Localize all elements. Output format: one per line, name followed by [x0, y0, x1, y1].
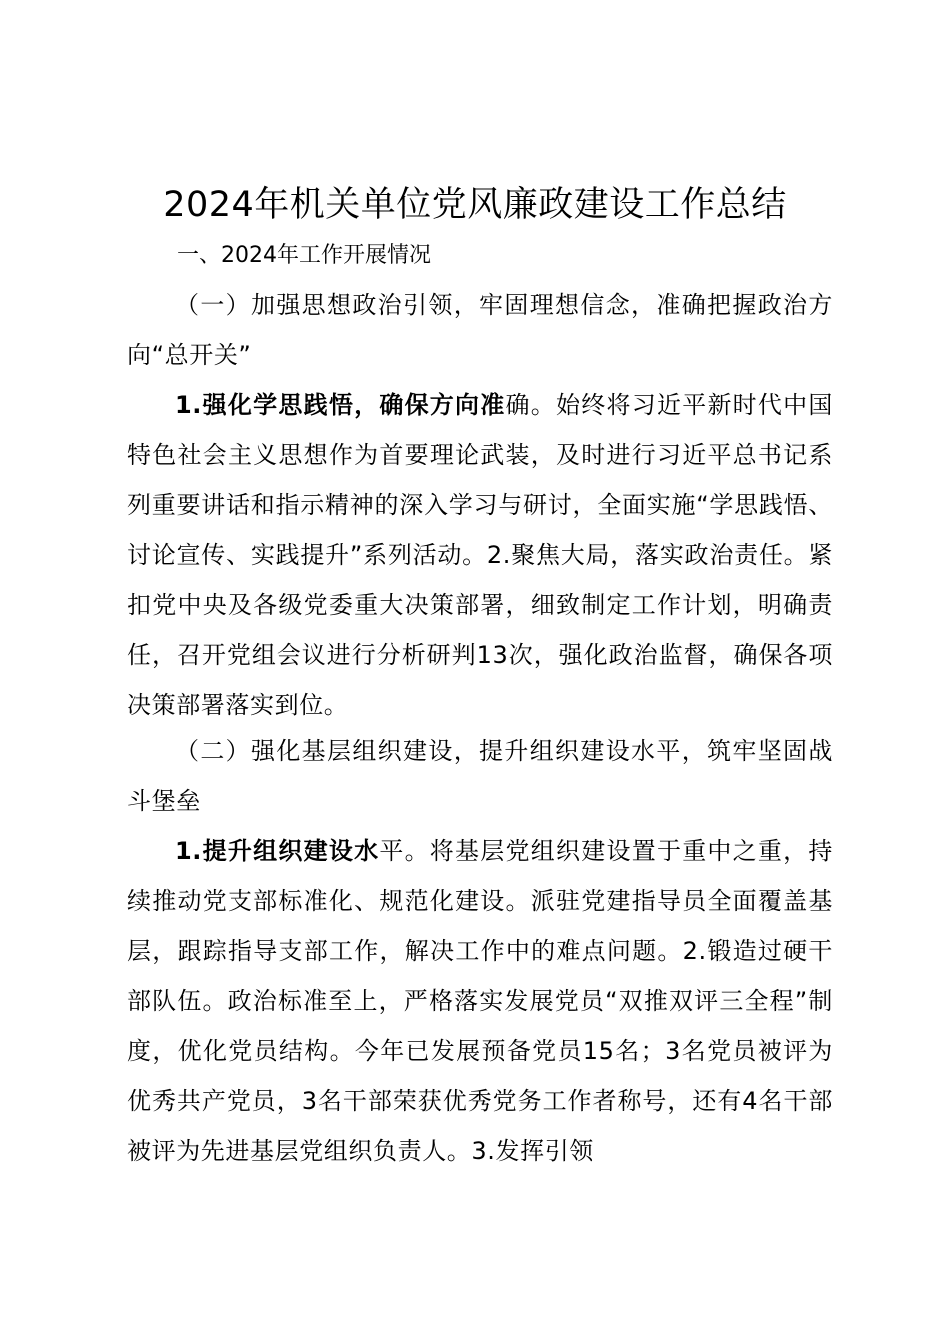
paragraph-2 — [127, 826, 833, 1176]
document-title: 2024年机关单位党风廉政建设工作总结 — [163, 185, 787, 225]
paragraph-2-lead: 1.提升组织建设水 — [175, 837, 380, 865]
subsection-heading-2: （二）强化基层组织建设，提升组织建设水平，筑牢坚固战斗堡垒 — [127, 737, 833, 815]
paragraph-2-body: 平。将基层党组织建设置于重中之重，持续推动党支部标准化、规范化建设。派驻党建指导员全面覆盖基层，跟踪指导支部工作，解决工作中的难点问题。2.锻造过硬干部队伍。政治标准至上，严格落实发展党员“双推双评三全程”制度，优化党员结构。今年已发展预备党员15名；3名党员被评为优秀共产党员，3名干部荣获优秀党务工作者称号，还有4名干部被评为先进基层党组织负责人。3.发挥引领 — [127, 837, 833, 1165]
paragraph-1-lead: 1.强化学思践悟，确保方向准 — [175, 391, 506, 419]
paragraph-1 — [127, 380, 833, 730]
section-heading: 一、2024年工作开展情况 — [177, 243, 431, 268]
subsection-heading-1: （一）加强思想政治引领，牢固理想信念，准确把握政治方向“总开关” — [127, 291, 833, 369]
paragraph-1-body: 确。始终将习近平新时代中国特色社会主义思想作为首要理论武装，及时进行习近平总书记系列重要讲话和指示精神的深入学习与研讨，全面实施“学思践悟、讨论宣传、实践提升”系列活动。2.聚焦大局，落实政治责任。紧扣党中央及各级党委重大决策部署，细致制定工作计划，明确责任，召开党组会议进行分析研判13次，强化政治监督，确保各项决策部署落实到位。 — [127, 391, 833, 719]
